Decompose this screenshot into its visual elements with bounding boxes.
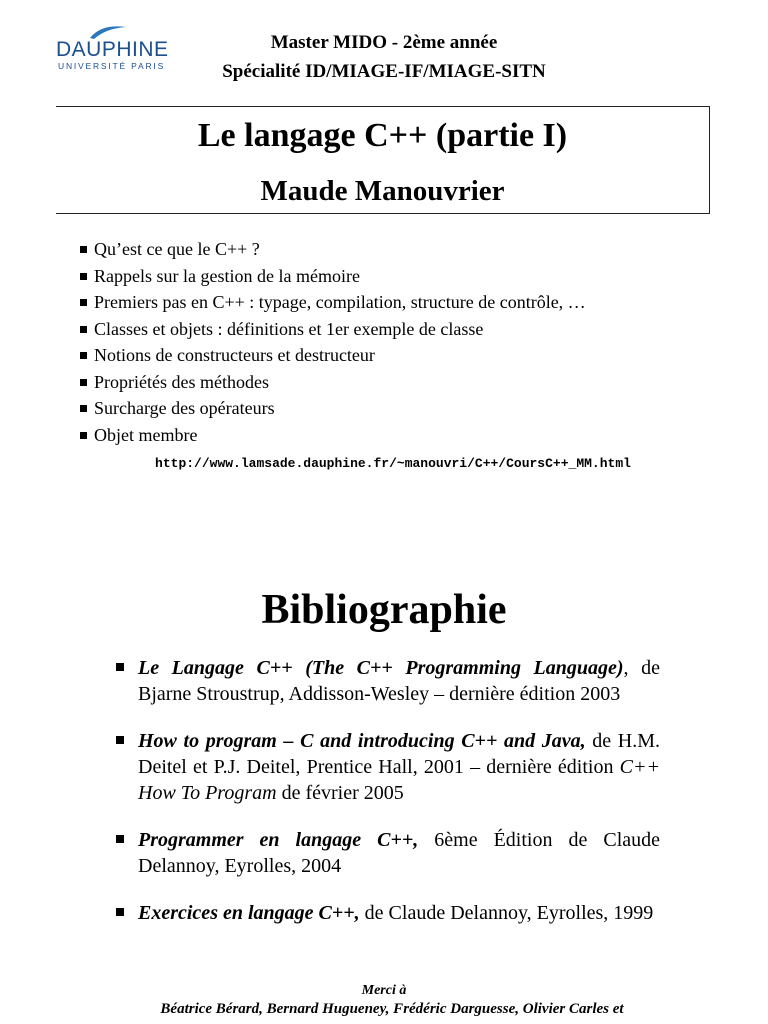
list-item <box>116 728 660 806</box>
bullet-icon <box>116 908 124 916</box>
topic-text: Classes et objets : définitions et 1er exemple de classe <box>94 318 484 339</box>
topic-text: Rappels sur la gestion de la mémoire <box>94 265 360 286</box>
bullet-icon <box>80 405 87 412</box>
list-item <box>80 263 586 290</box>
topic-text: Qu’est ce que le C++ ? <box>94 239 260 259</box>
book-title: How to program – C and introducing C++ and Java, <box>138 730 586 752</box>
bibliography-heading: Bibliographie <box>261 587 507 633</box>
topic-text: Surcharge des opérateurs <box>94 398 275 418</box>
thanks-names: Béatrice Bérard, Bernard Hugueney, Frédéric Darguesse, Olivier Carles et <box>160 1001 624 1017</box>
bullet-icon <box>116 835 124 843</box>
bullet-icon <box>80 352 87 359</box>
bullet-icon <box>80 246 87 253</box>
course-title: Le langage C++ (partie I) <box>197 117 568 154</box>
book-details: de Claude Delannoy, Eyrolles, 1999 <box>359 902 654 924</box>
list-item <box>80 289 586 316</box>
book-title: Programmer en langage C++, <box>138 829 419 851</box>
specialty-header: Spécialité ID/MIAGE-IF/MIAGE-SITN <box>222 61 546 82</box>
bullet-icon <box>80 299 87 306</box>
list-item <box>80 236 586 263</box>
bibliography-entry <box>138 900 660 926</box>
book-details-end: de février 2005 <box>276 782 404 804</box>
book-title: Exercices en langage C++, <box>138 902 360 924</box>
topic-text: Objet membre <box>94 424 198 445</box>
logo-wordmark: DAUPHINE <box>56 38 169 61</box>
list-item <box>80 422 586 449</box>
bullet-icon <box>116 663 124 671</box>
program-header: Master MIDO - 2ème année <box>270 32 498 53</box>
topic-text: Notions de constructeurs et destructeur <box>94 345 375 365</box>
author-name: Maude Manouvrier <box>260 175 505 207</box>
bibliography-list <box>116 655 660 926</box>
bibliography-entry <box>138 655 660 707</box>
list-item <box>80 316 586 343</box>
bullet-icon <box>116 736 124 744</box>
list-item <box>116 827 660 879</box>
logo-subtitle: UNIVERSITÉ PARIS <box>58 61 166 71</box>
book-edition-title: C++ How To Program <box>138 756 660 804</box>
book-details: , de Bjarne Stroustrup, Addisson-Wesley – dernière édition 2003 <box>138 657 660 705</box>
course-url[interactable]: http://www.lamsade.dauphine.fr/~manouvri/C++/CoursC++_MM.html <box>155 456 631 471</box>
book-title: Le Langage C++ (The C++ Programming Language) <box>138 657 624 679</box>
bullet-icon <box>80 273 87 280</box>
list-item <box>80 342 586 369</box>
list-item <box>116 655 660 707</box>
topics-list <box>80 236 586 448</box>
list-item <box>80 369 586 396</box>
book-details: 6ème Édition de Claude Delannoy, Eyrolles, 2004 <box>138 829 660 877</box>
topic-text: Premiers pas en C++ : typage, compilation, structure de contrôle, … <box>94 292 586 312</box>
bibliography-entry <box>138 827 660 879</box>
bullet-icon <box>80 432 87 439</box>
bullet-icon <box>80 326 87 333</box>
topic-text: Propriétés des méthodes <box>94 371 269 392</box>
bullet-icon <box>80 379 87 386</box>
bibliography-entry <box>138 728 660 806</box>
thanks-label: Merci à <box>361 983 407 998</box>
title-box <box>56 106 710 214</box>
book-details: de H.M. Deitel et P.J. Deitel, Prentice Hall, 2001 – dernière édition <box>138 730 661 778</box>
list-item <box>80 395 586 422</box>
list-item <box>116 900 660 926</box>
